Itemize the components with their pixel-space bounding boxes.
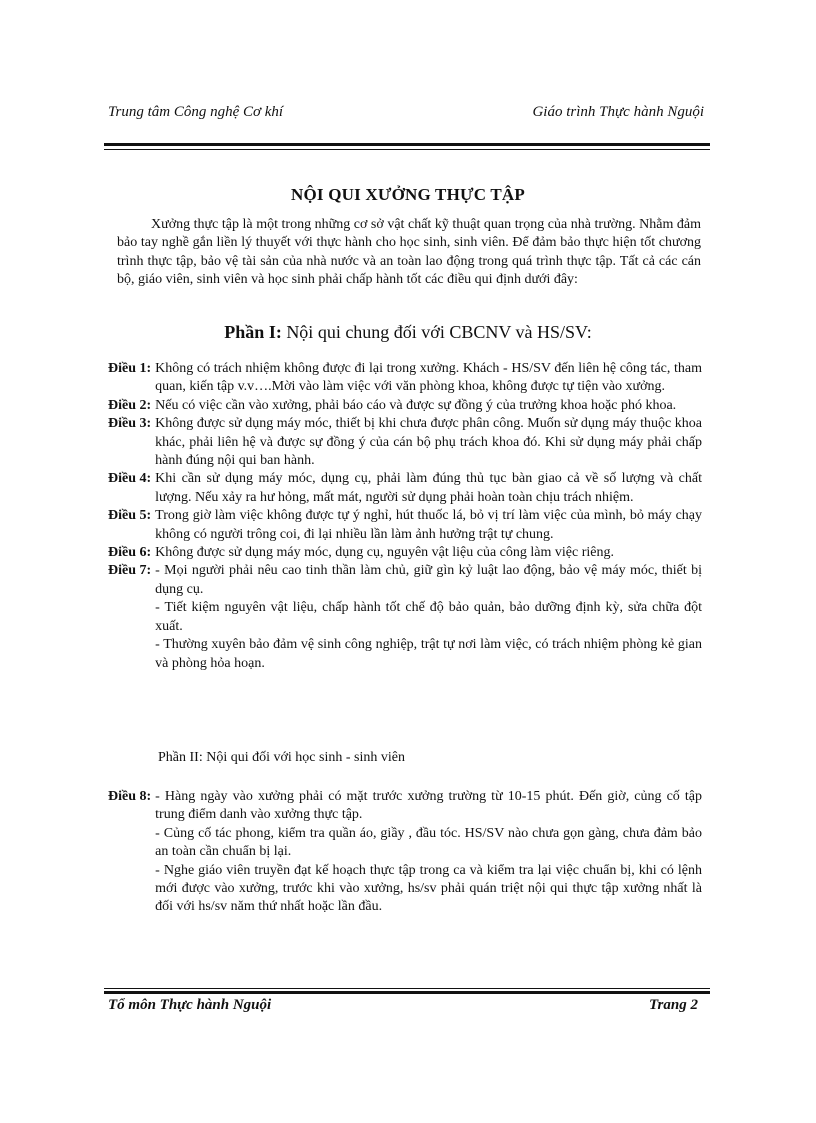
article-6 [108, 544, 702, 562]
article-label: Điều 8: [108, 789, 152, 804]
footer-right: Trang 2 [648, 997, 698, 1013]
article-paragraph: - Thường xuyên bảo đảm vệ sinh công nghiệp, trật tự nơi làm việc, có trách nhiệm phòng kẻ gian và phòng hỏa hoạn. [155, 637, 702, 671]
footer-left: Tổ môn Thực hành Nguội [108, 997, 272, 1013]
article-paragraph: - Củng cố tác phong, kiểm tra quần áo, giầy , đầu tóc. HS/SV nào chưa gọn gàng, chưa đảm bảo an toàn cần chuẩn bị lại. [155, 825, 702, 860]
article-paragraph: Khi cần sử dụng máy móc, dụng cụ, phải làm đúng thủ tục bàn giao cả về số lượng và chất lượng. Nếu xảy ra hư hỏng, mất mát, người sử dụng phải hoàn toàn chịu trách nhiệm. [155, 471, 702, 505]
intro-paragraph: Xưởng thực tập là một trong những cơ sở vật chất kỹ thuật quan trọng của nhà trường. Nhằm đảm bảo tay nghề gắn liền lý thuyết với thực hành cho học sinh, sinh viên. Để đảm bảo thực hiện tốt chương trình thực tập, bảo vệ tài sản của nhà nước và an toàn lao động trong quá trình thực tập. Tất cả các cán bộ, giáo viên, sinh viên và học sinh phải chấp hành tốt các điều qui định dưới đây: [117, 217, 701, 288]
article-paragraph: Không được sử dụng máy móc, thiết bị khi chưa được phân công. Muốn sử dụng máy thuộc khoa khác, phải liên hệ và được sự đồng ý của cán bộ phụ trách khoa đó. Khi sử dụng máy phải chấp hành đúng nội qui ban hành. [155, 416, 702, 469]
article-body [155, 397, 702, 415]
article-body [155, 507, 702, 544]
article-paragraph: - Tiết kiệm nguyên vật liệu, chấp hành tốt chế độ bảo quản, bảo dưỡng định kỳ, sửa chữa đột xuất. [155, 600, 702, 634]
page-footer [108, 997, 698, 1014]
part2-articles [108, 788, 702, 917]
article-5 [108, 507, 702, 544]
header-left: Trung tâm Công nghệ Cơ khí [108, 104, 284, 120]
article-label: Điều 3: [108, 416, 152, 432]
article-label: Điều 6: [108, 545, 152, 561]
page-header [108, 104, 704, 121]
header-right: Giáo trình Thực hành Nguội [532, 104, 704, 120]
part1-label: Phần I: [224, 322, 282, 342]
footer-rule-thin [104, 988, 710, 989]
article-body [155, 415, 702, 470]
part1-heading [0, 322, 816, 343]
article-3 [108, 415, 702, 470]
article-1 [108, 360, 702, 397]
article-8 [108, 788, 702, 917]
article-paragraph: Trong giờ làm việc không được tự ý nghỉ, hút thuốc lá, bỏ vị trí làm việc của mình, bỏ máy chạy không có người trông coi, đi lại nhiều lần làm ảnh hưởng trật tự chung. [155, 508, 702, 542]
article-7 [108, 562, 702, 672]
part1-title: Nội qui chung đối với CBCNV và HS/SV: [286, 322, 592, 342]
article-body [155, 470, 702, 507]
header-rule-thin [104, 149, 710, 150]
page-title: NỘI QUI XƯỞNG THỰC TẬP [291, 185, 525, 204]
part1-articles [108, 360, 702, 673]
article-label: Điều 4: [108, 471, 152, 487]
article-paragraph: Không được sử dụng máy móc, dụng cụ, nguyên vật liệu của công làm việc riêng. [155, 545, 614, 561]
article-label: Điều 7: [108, 563, 152, 579]
article-paragraph: Không có trách nhiệm không được đi lại trong xưởng. Khách - HS/SV đến liên hệ công tác, tham quan, kiến tập v.v….Mời vào làm việc với văn phòng khoa, không được tự tiện vào xưởng. [155, 361, 702, 395]
article-label: Điều 5: [108, 508, 152, 524]
article-4 [108, 470, 702, 507]
article-body [155, 360, 702, 397]
part2-heading: Phần II: Nội qui đối với học sinh - sinh viên [158, 750, 405, 765]
article-label: Điều 2: [108, 397, 152, 413]
footer-rule-thick [104, 991, 710, 994]
article-label: Điều 1: [108, 361, 152, 376]
article-body [155, 788, 702, 917]
article-paragraph: - Hàng ngày vào xưởng phải có mặt trước xưởng trường từ 10-15 phút. Đến giờ, củng cố tập trung điểm danh vào xưởng thực tập. [155, 789, 702, 823]
article-2 [108, 397, 702, 415]
article-body [155, 544, 702, 562]
article-paragraph: - Mọi người phải nêu cao tinh thần làm chủ, giữ gìn kỷ luật lao động, bảo vệ máy móc, thiết bị dụng cụ. [155, 563, 702, 597]
article-paragraph: - Nghe giáo viên truyền đạt kế hoạch thực tập trong ca và kiểm tra lại việc chuẩn bị, khi có lệnh mới được vào xưởng, trước khi vào xưởng, hs/sv phải quán triệt nội qui thực tập xưởng nhất là đối với hs/sv năm thứ nhất hoặc lần đầu. [155, 862, 702, 915]
header-rule-thick [104, 143, 710, 146]
article-paragraph: Nếu có việc cần vào xưởng, phải báo cáo và được sự đồng ý của trưởng khoa hoặc phó khoa. [155, 397, 677, 413]
article-body [155, 562, 702, 672]
